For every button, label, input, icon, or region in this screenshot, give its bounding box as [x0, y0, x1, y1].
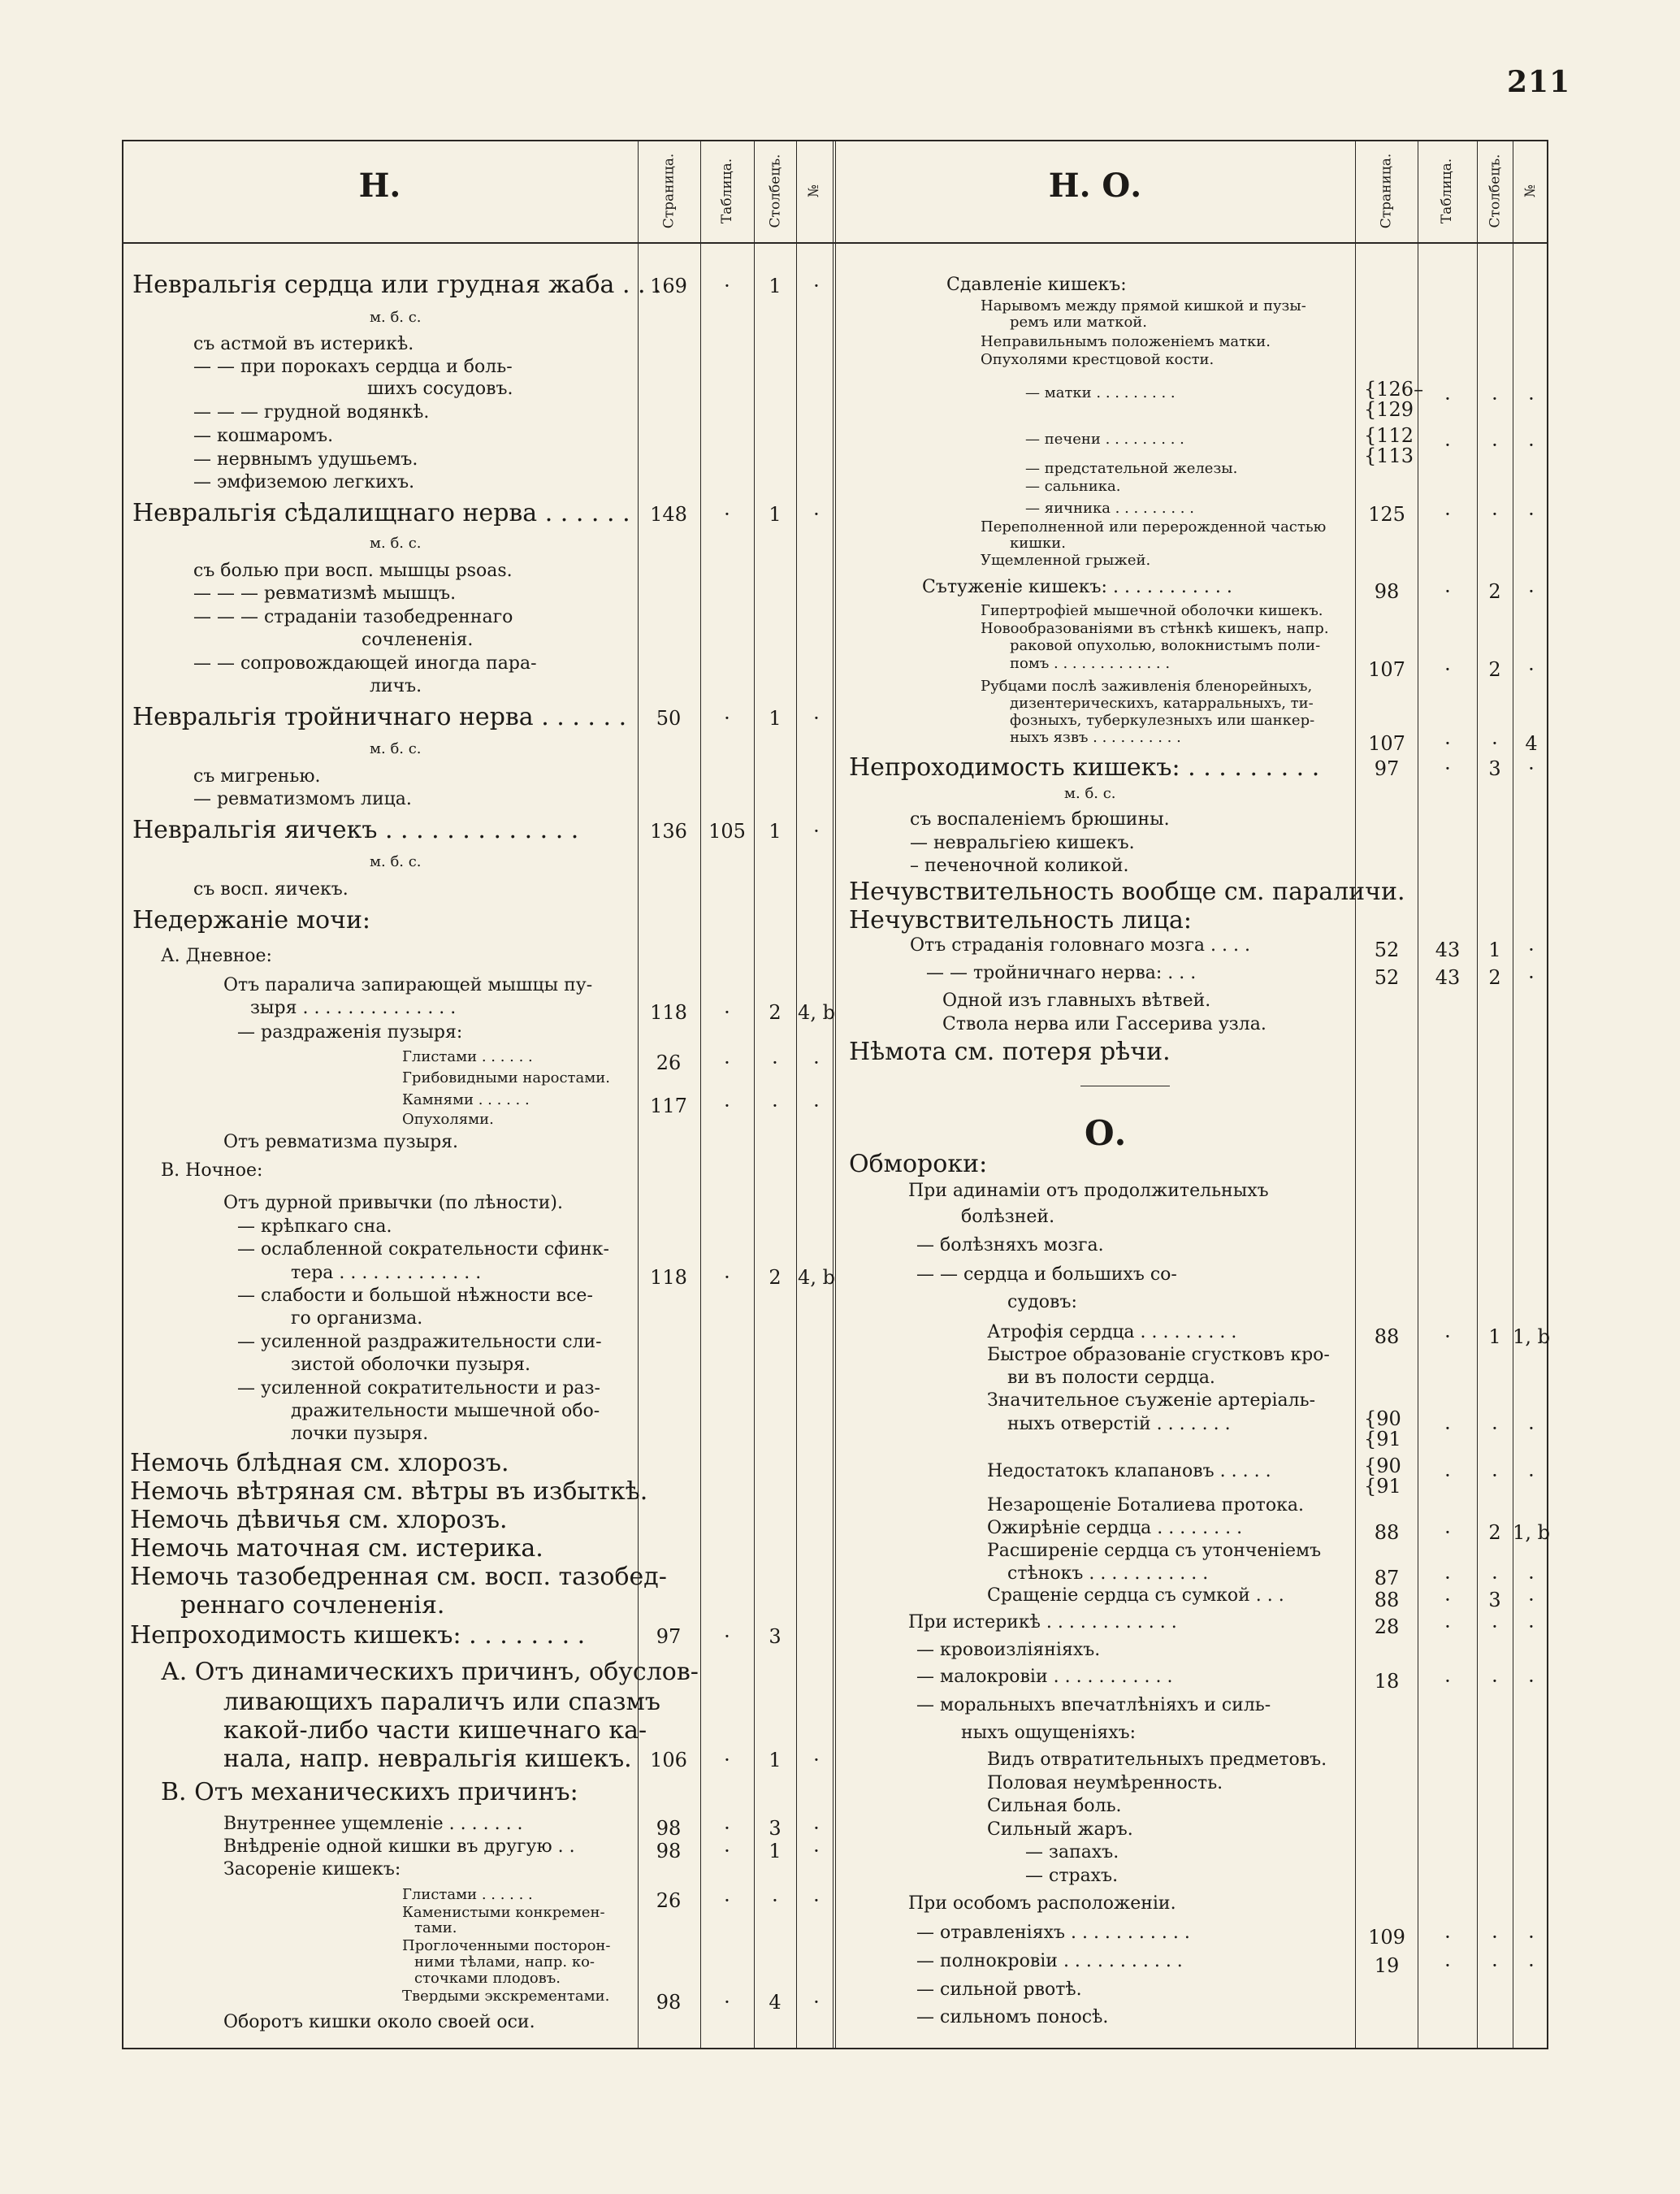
col-rule	[1355, 140, 1356, 2049]
index-entry: — страхъ.	[1025, 1866, 1119, 1886]
column-ref: ·	[772, 1051, 778, 1074]
table-ref: ·	[1444, 503, 1451, 526]
index-entry: болѣзней.	[961, 1207, 1055, 1227]
table-ref: ·	[724, 1840, 730, 1862]
column-ref: ·	[1492, 1615, 1498, 1638]
index-entry: — ревматизмомъ лица.	[193, 789, 412, 809]
number-ref: 4, b	[798, 1266, 835, 1289]
page-ref: 98	[1374, 580, 1400, 603]
page-ref: {126– {129	[1364, 378, 1424, 422]
table-ref: ·	[724, 1001, 730, 1024]
left-section-title: Н.	[358, 167, 401, 205]
index-entry: Твердыми экскрементами.	[402, 1988, 610, 2005]
index-entry: шихъ сосудовъ.	[367, 379, 513, 399]
table-ref: ·	[724, 1817, 730, 1840]
number-ref: ·	[813, 820, 820, 843]
index-entry: личъ.	[370, 676, 422, 696]
page-ref: 50	[656, 707, 682, 730]
index-entry: съ восп. яичекъ.	[193, 879, 349, 900]
page-ref: 52	[1374, 966, 1400, 989]
index-entry: лочки пузыря.	[291, 1424, 429, 1444]
index-entry: — болѣзняхъ мозга.	[916, 1235, 1104, 1255]
index-entry: — — тройничнаго нерва: . . .	[926, 963, 1197, 983]
number-ref: ·	[1528, 1954, 1535, 1977]
page-ref: 18	[1374, 1670, 1400, 1693]
table-ref: ·	[1444, 1567, 1451, 1589]
index-entry: — — сердца и большихъ со-	[916, 1264, 1177, 1285]
number-ref: ·	[1528, 388, 1535, 410]
index-entry: го организма.	[291, 1308, 423, 1329]
index-entry: Невральгія сѣдалищнаго нерва . . . . . .	[132, 499, 630, 527]
table-ref: ·	[724, 275, 730, 297]
index-entry: съ болью при восп. мышцы psoas.	[193, 561, 513, 581]
number-ref: ·	[1528, 580, 1535, 603]
index-entry: — запахъ.	[1025, 1842, 1119, 1862]
index-entry: — — при порокахъ сердца и боль-	[193, 357, 513, 377]
column-ref: 1	[769, 1749, 782, 1771]
index-entry: Внутреннее ущемленіе . . . . . . .	[223, 1814, 523, 1834]
index-entry: судовъ:	[1007, 1292, 1077, 1312]
page-ref: 87	[1374, 1567, 1400, 1589]
column-ref: ·	[1492, 1954, 1498, 1977]
index-entry: Гипертрофіей мышечной оболочки кишекъ.	[981, 602, 1323, 619]
index-entry: Сдавленіе кишекъ:	[946, 275, 1127, 295]
index-entry: фозныхъ, туберкулезныхъ или шанкер-	[1010, 712, 1315, 729]
index-entry: Сращеніе сердца съ сумкой . . .	[987, 1585, 1284, 1606]
table-ref: ·	[1444, 1325, 1451, 1348]
number-ref: ·	[813, 707, 820, 730]
number-ref: ·	[1528, 1615, 1535, 1638]
index-entry: – печеночной коликой.	[910, 856, 1129, 876]
column-ref: ·	[1492, 503, 1498, 526]
index-entry: зистой оболочки пузыря.	[291, 1355, 531, 1375]
index-entry: Половая неумѣренность.	[987, 1773, 1223, 1793]
page-ref: 26	[656, 1051, 682, 1074]
index-entry: — матки . . . . . . . . .	[1025, 384, 1176, 401]
page-ref: 19	[1374, 1954, 1400, 1977]
index-entry: Отъ паралича запирающей мышцы пу-	[223, 975, 593, 995]
index-entry: — полнокровіи . . . . . . . . . . .	[916, 1951, 1183, 1971]
number-ref: ·	[813, 1095, 820, 1117]
page-ref: 169	[650, 275, 687, 297]
index-entry: Сильная боль.	[987, 1796, 1122, 1816]
index-entry: — малокровіи . . . . . . . . . . .	[916, 1667, 1173, 1687]
page-ref: 118	[650, 1266, 687, 1289]
page-ref: 98	[656, 1840, 682, 1862]
index-entry: ви въ полости сердца.	[1007, 1368, 1215, 1388]
page-ref: 107	[1368, 658, 1405, 681]
number-ref: 1, b	[1513, 1325, 1550, 1348]
number-ref: 4, b	[798, 1001, 835, 1024]
index-entry: Непроходимость кишекъ: . . . . . . . .	[130, 1621, 586, 1650]
index-entry: — нервнымъ удушьемъ.	[193, 449, 418, 470]
table-ref: ·	[724, 503, 730, 526]
table-ref: ·	[724, 1889, 730, 1912]
col-rule	[638, 140, 639, 2049]
index-entry: ныхъ язвъ . . . . . . . . . .	[1010, 729, 1181, 746]
index-entry: Рубцами послѣ заживленія бленорейныхъ,	[981, 678, 1313, 695]
right-header-table: Таблица.	[1439, 158, 1456, 224]
index-entry: стѣнокъ . . . . . . . . . . .	[1007, 1563, 1209, 1584]
left-header-number: №	[806, 184, 823, 198]
index-entry: тера . . . . . . . . . . . . .	[291, 1263, 482, 1283]
page-ref: 52	[1374, 939, 1400, 961]
index-entry: раковой опухолью, волокнистымъ поли-	[1010, 637, 1321, 654]
number-ref: ·	[1528, 658, 1535, 681]
index-entry: Каменистыми конкремен-	[402, 1904, 605, 1921]
index-entry: Проглоченными посторон-	[402, 1937, 611, 1954]
number-ref: 4	[1525, 732, 1538, 755]
index-entry: В. Отъ механическихъ причинъ:	[161, 1778, 578, 1806]
page-ref: 118	[650, 1001, 687, 1024]
page-ref: 109	[1368, 1926, 1405, 1949]
index-entry: Значительное съуженіе артеріаль-	[987, 1390, 1316, 1411]
index-entry: Камнями . . . . . .	[402, 1091, 530, 1108]
table-ref: ·	[1444, 1954, 1451, 1977]
index-entry: А. Дневное:	[161, 946, 272, 966]
index-entry: — печени . . . . . . . . .	[1025, 431, 1184, 448]
table-ref: ·	[1444, 580, 1451, 603]
index-entry: Переполненной или перерожденной частью	[981, 518, 1327, 535]
table-ref: ·	[724, 1095, 730, 1117]
column-ref: 3	[1488, 1589, 1501, 1611]
index-entry: — — сопровождающей иногда пара-	[193, 653, 537, 674]
index-entry: м. б. с.	[1064, 785, 1116, 802]
index-entry: — ослабленной сократельности сфинк-	[237, 1239, 609, 1260]
index-entry: м. б. с.	[370, 853, 422, 870]
column-ref: 3	[769, 1625, 782, 1648]
index-entry: А. Отъ динамическихъ причинъ, обуслов-	[161, 1658, 699, 1686]
table-ref: ·	[1444, 757, 1451, 780]
index-entry: Внѣдреніе одной кишки въ другую . .	[223, 1836, 575, 1857]
page-ref: 98	[656, 1991, 682, 2014]
index-entry: нала, напр. невральгія кишекъ.	[223, 1745, 632, 1773]
column-ref: 1	[1488, 1325, 1501, 1348]
page-ref: {112 {113	[1364, 424, 1414, 468]
index-entry: Ущемленной грыжей.	[981, 552, 1151, 569]
number-ref: ·	[1528, 939, 1535, 961]
index-entry: Невральгія тройничнаго нерва . . . . . .	[132, 703, 627, 731]
page-ref: 136	[650, 820, 687, 843]
index-entry: дражительности мышечной обо-	[291, 1401, 600, 1421]
index-entry: какой-либо части кишечнаго ка-	[223, 1716, 647, 1745]
column-ref: 4	[769, 1991, 782, 2014]
table-ref: ·	[1444, 1670, 1451, 1693]
index-entry: — сильной рвотѣ.	[916, 1979, 1082, 2000]
index-entry: — невральгіею кишекъ.	[910, 833, 1135, 853]
index-entry: реннаго сочлененія.	[180, 1591, 445, 1619]
table-ref: ·	[1444, 1521, 1451, 1544]
column-ref: 3	[769, 1817, 782, 1840]
column-ref: ·	[1492, 434, 1498, 457]
table-ref: ·	[724, 1991, 730, 2014]
page-number: 211	[1507, 65, 1571, 99]
number-ref: ·	[813, 1817, 820, 1840]
index-entry: В. Ночное:	[161, 1160, 263, 1181]
index-entry: — раздраженія пузыря:	[237, 1022, 463, 1043]
index-entry: Опухолями крестцовой кости.	[981, 351, 1215, 368]
index-entry: Новообразованіями въ стѣнкѣ кишекъ, напр.	[981, 620, 1329, 637]
table-ref: ·	[1444, 1417, 1451, 1440]
page-ref: 88	[1374, 1521, 1400, 1544]
column-ref: 1	[769, 275, 782, 297]
index-entry: Сътуженіе кишекъ: . . . . . . . . . . .	[922, 577, 1232, 597]
index-entry: Немочь дѣвичья см. хлорозъ.	[130, 1506, 508, 1534]
index-entry: — сильномъ поносѣ.	[916, 2007, 1109, 2027]
index-entry: ныхъ ощущеніяхъ:	[961, 1723, 1137, 1743]
index-entry: Невральгія сердца или грудная жаба . . .	[132, 271, 661, 299]
index-entry: — предстательной железы.	[1025, 460, 1238, 477]
index-entry: Сильный жаръ.	[987, 1819, 1133, 1840]
number-ref: ·	[1528, 757, 1535, 780]
number-ref: ·	[1528, 1670, 1535, 1693]
column-ref: 2	[769, 1266, 782, 1289]
number-ref: 1, b	[1513, 1521, 1550, 1544]
table-ref: ·	[1444, 658, 1451, 681]
number-ref: ·	[813, 275, 820, 297]
number-ref: ·	[1528, 503, 1535, 526]
page-ref: 88	[1374, 1325, 1400, 1348]
index-entry: зыря . . . . . . . . . . . . . .	[250, 998, 457, 1018]
index-entry: Немочь маточная см. истерика.	[130, 1534, 543, 1563]
index-entry: — сальника.	[1025, 478, 1121, 495]
index-entry: Быстрое образованіе сгустковъ кро-	[987, 1345, 1330, 1365]
column-ref: 3	[1488, 757, 1501, 780]
index-entry: тами.	[414, 1919, 457, 1936]
index-entry: ныхъ отверстій . . . . . . .	[1007, 1414, 1231, 1434]
index-entry: Нечувствительность вообще см. параличи.	[849, 878, 1405, 906]
table-ref: ·	[1444, 388, 1451, 410]
number-ref: ·	[1528, 1464, 1535, 1487]
page-ref: {90 {91	[1364, 1455, 1401, 1498]
right-header-number: №	[1522, 184, 1539, 198]
page-ref: 125	[1368, 503, 1405, 526]
index-entry: — — — ревматизмѣ мышцъ.	[193, 583, 457, 604]
index-entry: м. б. с.	[370, 309, 422, 326]
column-ref: ·	[1492, 1670, 1498, 1693]
table-ref: 43	[1435, 966, 1461, 989]
column-ref: ·	[1492, 732, 1498, 755]
index-entry: съ мигренью.	[193, 766, 321, 787]
section-letter-o: О.	[1085, 1113, 1127, 1153]
number-ref: ·	[813, 1840, 820, 1862]
index-entry: Немочь вѣтряная см. вѣтры въ избыткѣ.	[130, 1477, 648, 1506]
index-entry: Невральгія яичекъ . . . . . . . . . . . . .	[132, 816, 579, 844]
table-ref: ·	[724, 707, 730, 730]
index-entry: — яичника . . . . . . . . .	[1025, 500, 1194, 517]
index-entry: — крѣпкаго сна.	[237, 1216, 392, 1237]
index-entry: сточками плодовъ.	[414, 1970, 561, 1987]
number-ref: ·	[1528, 1589, 1535, 1611]
table-ref: 105	[708, 820, 746, 843]
page-ref: {90 {91	[1364, 1407, 1401, 1451]
index-entry: м. б. с.	[370, 535, 422, 552]
index-entry: Неправильнымъ положеніемъ матки.	[981, 333, 1271, 350]
col-rule	[1477, 140, 1478, 2049]
number-ref: ·	[1528, 966, 1535, 989]
index-entry: При адинаміи отъ продолжительныхъ	[908, 1181, 1269, 1201]
page-ref: 148	[650, 503, 687, 526]
column-ref: 1	[769, 503, 782, 526]
table-ref: 43	[1435, 939, 1461, 961]
column-ref: ·	[772, 1095, 778, 1117]
index-entry: — — — страданіи тазобедреннаго	[193, 607, 513, 627]
index-entry: Нарывомъ между прямой кишкой и пузы-	[981, 297, 1306, 314]
right-header-column: Столбецъ.	[1487, 154, 1503, 228]
index-entry: кишки.	[1010, 535, 1066, 552]
index-entry: Расширеніе сердца съ утонченіемъ	[987, 1541, 1322, 1561]
page-ref: 117	[650, 1095, 687, 1117]
table-ref: ·	[1444, 1615, 1451, 1638]
page-ref: 98	[656, 1817, 682, 1840]
index-entry: При особомъ расположеніи.	[908, 1893, 1176, 1914]
index-entry: Опухолями.	[402, 1111, 494, 1128]
index-entry: Ожирѣніе сердца . . . . . . . .	[987, 1518, 1243, 1538]
number-ref: ·	[813, 1991, 820, 2014]
table-ref: ·	[1444, 1926, 1451, 1949]
index-entry: Обмороки:	[849, 1150, 988, 1178]
index-entry: Видъ отвратительныхъ предметовъ.	[987, 1750, 1327, 1770]
index-entry: — эмфиземою легкихъ.	[193, 472, 415, 492]
index-entry: Оборотъ кишки около своей оси.	[223, 2012, 535, 2032]
index-entry: Грибовидными наростами.	[402, 1069, 610, 1086]
page-ref: 88	[1374, 1589, 1400, 1611]
header-rule	[122, 242, 1548, 244]
number-ref: ·	[813, 503, 820, 526]
page-ref: 97	[656, 1625, 682, 1648]
index-entry: — кровоизліяніяхъ.	[916, 1640, 1101, 1660]
index-entry: — усиленной раздражительности сли-	[237, 1332, 602, 1352]
index-entry: — — — грудной водянкѣ.	[193, 402, 430, 423]
index-entry: ремъ или маткой.	[1010, 314, 1147, 331]
column-ref: ·	[1492, 1567, 1498, 1589]
index-entry: Недостатокъ клапановъ . . . . .	[987, 1461, 1271, 1481]
right-header-page: Страница.	[1378, 153, 1395, 229]
index-entry: Засореніе кишекъ:	[223, 1859, 401, 1880]
index-entry: — моральныхъ впечатлѣніяхъ и силь-	[916, 1695, 1271, 1715]
index-entry: — слабости и большой нѣжности все-	[237, 1286, 593, 1306]
table-ref: ·	[724, 1749, 730, 1771]
column-ref: 1	[1488, 939, 1501, 961]
index-entry: При истерикѣ . . . . . . . . . . . .	[908, 1612, 1177, 1632]
index-entry: Глистами . . . . . .	[402, 1048, 533, 1065]
index-entry: съ воспаленіемъ брюшины.	[910, 809, 1170, 830]
column-ref: 2	[1488, 580, 1501, 603]
table-ref: ·	[724, 1625, 730, 1648]
index-entry: м. б. с.	[370, 740, 422, 757]
index-entry: сочлененія.	[362, 630, 474, 650]
column-ref: ·	[1492, 1926, 1498, 1949]
column-ref: ·	[1492, 388, 1498, 410]
page-ref: 28	[1374, 1615, 1400, 1638]
index-entry: Незарощеніе Боталиева протока.	[987, 1495, 1304, 1515]
index-entry: Немочь тазобедренная см. восп. тазобед-	[130, 1563, 667, 1591]
left-header-column: Столбецъ.	[767, 154, 783, 228]
index-entry: Ствола нерва или Гассерива узла.	[942, 1014, 1266, 1034]
table-ref: ·	[724, 1051, 730, 1074]
column-ref: ·	[1492, 1417, 1498, 1440]
index-entry: дизентерическихъ, катарральныхъ, ти-	[1010, 695, 1314, 712]
column-ref: 2	[1488, 1521, 1501, 1544]
number-ref: ·	[1528, 1926, 1535, 1949]
page-ref: 107	[1368, 732, 1405, 755]
index-entry: Недержаніе мочи:	[132, 906, 371, 934]
column-ref: 1	[769, 707, 782, 730]
index-entry: — усиленной сократительности и раз-	[237, 1378, 600, 1398]
column-ref: 2	[769, 1001, 782, 1024]
index-entry: Атрофія сердца . . . . . . . . .	[987, 1322, 1237, 1342]
index-entry: съ астмой въ истерикѣ.	[193, 334, 414, 354]
number-ref: ·	[1528, 1567, 1535, 1589]
page-ref: 97	[1374, 757, 1400, 780]
page-ref: 26	[656, 1889, 682, 1912]
number-ref: ·	[813, 1051, 820, 1074]
column-ref: ·	[772, 1889, 778, 1912]
table-ref: ·	[724, 1266, 730, 1289]
table-ref: ·	[1444, 732, 1451, 755]
index-entry: Нѣмота см. потеря рѣчи.	[849, 1038, 1171, 1066]
number-ref: ·	[1528, 1417, 1535, 1440]
index-entry: Отъ дурной привычки (по лѣности).	[223, 1193, 563, 1213]
index-entry: ними тѣлами, напр. ко-	[414, 1953, 595, 1971]
index-entry: — отравленіяхъ . . . . . . . . . . .	[916, 1923, 1190, 1943]
number-ref: ·	[1528, 434, 1535, 457]
index-entry: ливающихъ параличъ или спазмъ	[223, 1688, 660, 1716]
page-ref: 106	[650, 1749, 687, 1771]
col-rule	[700, 140, 701, 2049]
table-ref: ·	[1444, 1464, 1451, 1487]
right-section-title: Н. О.	[1048, 167, 1142, 205]
number-ref: ·	[813, 1749, 820, 1771]
index-entry: Отъ ревматизма пузыря.	[223, 1132, 459, 1152]
index-entry: Нечувствительность лица:	[849, 906, 1192, 934]
index-entry: Отъ страданія головнаго мозга . . . .	[910, 935, 1250, 956]
column-ref: 1	[769, 1840, 782, 1862]
index-entry: Немочь блѣдная см. хлорозъ.	[130, 1449, 509, 1477]
index-entry: Одной изъ главныхъ вѣтвей.	[942, 991, 1211, 1011]
index-entry: помъ . . . . . . . . . . . . .	[1010, 655, 1171, 672]
index-entry: — кошмаромъ.	[193, 426, 334, 446]
column-ref: 2	[1488, 658, 1501, 681]
left-header-page: Страница.	[660, 153, 678, 229]
left-header-table: Таблица.	[719, 158, 735, 224]
number-ref: ·	[813, 1889, 820, 1912]
column-ref: ·	[1492, 1464, 1498, 1487]
index-entry: Непроходимость кишекъ: . . . . . . . . .	[849, 753, 1320, 782]
table-ref: ·	[1444, 434, 1451, 457]
index-entry: Глистами . . . . . .	[402, 1886, 533, 1903]
table-ref: ·	[1444, 1589, 1451, 1611]
column-ref: 2	[1488, 966, 1501, 989]
column-ref: 1	[769, 820, 782, 843]
